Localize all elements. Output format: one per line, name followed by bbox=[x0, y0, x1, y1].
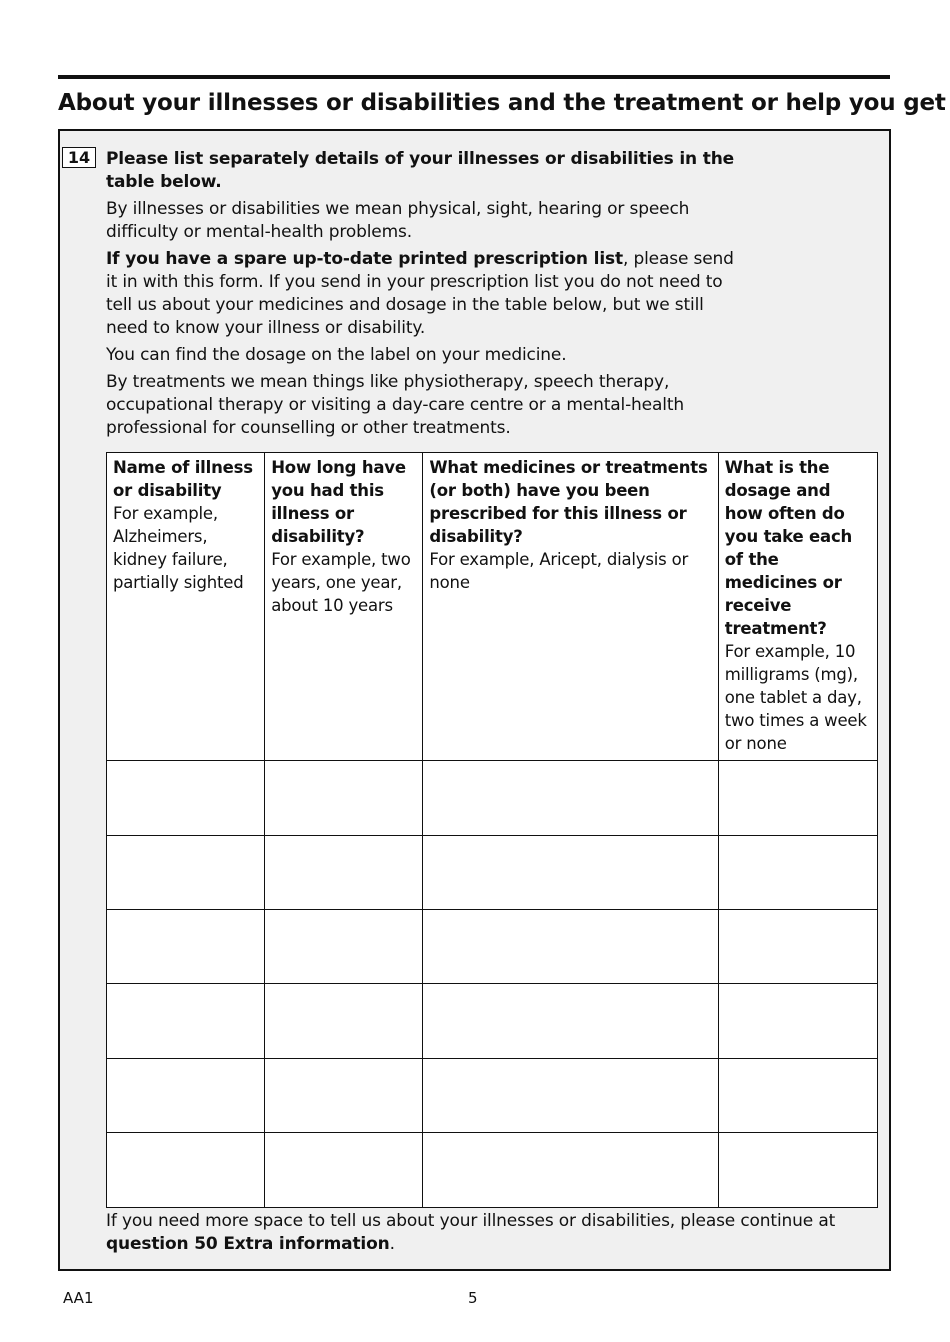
dosage-input[interactable] bbox=[719, 984, 877, 1057]
column-header-duration bbox=[265, 453, 423, 761]
column-example: For example, 10 milligrams (mg), one tablet a day, two times a week or none bbox=[724, 642, 867, 753]
dosage-cell[interactable] bbox=[718, 1133, 877, 1208]
dosage-hint: You can find the dosage on the label on your medicine. bbox=[106, 345, 567, 365]
duration-input[interactable] bbox=[265, 1059, 422, 1132]
illness-input[interactable] bbox=[107, 984, 264, 1057]
more-space-end: . bbox=[389, 1234, 395, 1254]
treatments-definition: By treatments we mean things like physiotherapy, speech therapy, occupational therapy or visiting a day-care centre or a mental-health professional for counselling or other treatments. bbox=[106, 372, 684, 438]
illness-table bbox=[106, 452, 878, 1208]
medicines-cell[interactable] bbox=[423, 910, 718, 984]
duration-cell[interactable] bbox=[265, 1058, 423, 1132]
medicines-cell[interactable] bbox=[423, 1058, 718, 1132]
dosage-cell[interactable] bbox=[718, 984, 877, 1058]
table-row bbox=[107, 1133, 878, 1208]
column-example: For example, two years, one year, about 10 years bbox=[271, 550, 411, 615]
dosage-input[interactable] bbox=[719, 1133, 877, 1207]
dosage-input[interactable] bbox=[719, 836, 877, 909]
medicines-input[interactable] bbox=[423, 984, 717, 1057]
illness-definition: By illnesses or disabilities we mean physical, sight, hearing or speech difficulty or mental-health problems. bbox=[106, 199, 690, 242]
more-space-note bbox=[106, 1210, 876, 1256]
duration-cell[interactable] bbox=[265, 835, 423, 909]
form-code: AA1 bbox=[63, 1289, 94, 1307]
column-header-dosage bbox=[718, 453, 877, 761]
illness-input[interactable] bbox=[107, 1059, 264, 1132]
duration-input[interactable] bbox=[265, 1133, 422, 1207]
duration-cell[interactable] bbox=[265, 1133, 423, 1208]
table-row bbox=[107, 835, 878, 909]
dosage-input[interactable] bbox=[719, 1059, 877, 1132]
table-row bbox=[107, 910, 878, 984]
prescription-note-bold: If you have a spare up-to-date printed prescription list bbox=[106, 249, 623, 269]
dosage-input[interactable] bbox=[719, 910, 877, 983]
medicines-input[interactable] bbox=[423, 910, 717, 983]
column-heading: How long have you had this illness or disability? bbox=[271, 458, 406, 546]
illness-input[interactable] bbox=[107, 1133, 264, 1207]
column-example: For example, Aricept, dialysis or none bbox=[429, 550, 689, 592]
medicines-cell[interactable] bbox=[423, 835, 718, 909]
dosage-cell[interactable] bbox=[718, 910, 877, 984]
more-space-text: If you need more space to tell us about your illnesses or disabilities, please continue at bbox=[106, 1211, 836, 1231]
column-example: For example, Alzheimers, kidney failure, partially sighted bbox=[113, 504, 244, 592]
illness-cell[interactable] bbox=[107, 984, 265, 1058]
section-title: About your illnesses or disabilities and the treatment or help you get bbox=[58, 90, 946, 116]
dosage-cell[interactable] bbox=[718, 1058, 877, 1132]
duration-input[interactable] bbox=[265, 761, 422, 834]
question-heading-line2: table below. bbox=[106, 172, 222, 192]
illness-cell[interactable] bbox=[107, 910, 265, 984]
table-row bbox=[107, 761, 878, 835]
duration-cell[interactable] bbox=[265, 761, 423, 835]
duration-input[interactable] bbox=[265, 836, 422, 909]
illness-input[interactable] bbox=[107, 761, 264, 834]
medicines-input[interactable] bbox=[423, 1059, 717, 1132]
medicines-cell[interactable] bbox=[423, 984, 718, 1058]
medicines-input[interactable] bbox=[423, 1133, 717, 1207]
illness-cell[interactable] bbox=[107, 835, 265, 909]
table-row bbox=[107, 984, 878, 1058]
illness-cell[interactable] bbox=[107, 1058, 265, 1132]
column-heading: What medicines or treatments (or both) have you been prescribed for this illness or disability? bbox=[429, 458, 708, 546]
duration-input[interactable] bbox=[265, 984, 422, 1057]
table-header-row bbox=[107, 453, 878, 761]
dosage-cell[interactable] bbox=[718, 835, 877, 909]
illness-cell[interactable] bbox=[107, 761, 265, 835]
column-heading: What is the dosage and how often do you take each of the medicines or receive treatment? bbox=[724, 458, 853, 638]
question-text bbox=[106, 148, 738, 440]
prescription-note-rest: , please send it in with this form. If you send in your prescription list you do not need to tell us about your medicines and dosage in the table below, but we still need to know your illness or disability. bbox=[106, 249, 734, 338]
question-number: 14 bbox=[62, 147, 96, 168]
duration-cell[interactable] bbox=[265, 910, 423, 984]
medicines-cell[interactable] bbox=[423, 761, 718, 835]
medicines-cell[interactable] bbox=[423, 1133, 718, 1208]
page-number: 5 bbox=[468, 1289, 478, 1307]
duration-cell[interactable] bbox=[265, 984, 423, 1058]
dosage-cell[interactable] bbox=[718, 761, 877, 835]
top-rule bbox=[58, 75, 890, 79]
medicines-input[interactable] bbox=[423, 836, 717, 909]
illness-input[interactable] bbox=[107, 836, 264, 909]
medicines-input[interactable] bbox=[423, 761, 717, 834]
column-header-illness bbox=[107, 453, 265, 761]
column-heading: Name of illness or disability bbox=[113, 458, 253, 500]
illness-cell[interactable] bbox=[107, 1133, 265, 1208]
table-row bbox=[107, 1058, 878, 1132]
dosage-input[interactable] bbox=[719, 761, 877, 834]
illness-input[interactable] bbox=[107, 910, 264, 983]
column-header-medicines bbox=[423, 453, 718, 761]
question-heading-line1: Please list separately details of your illnesses or disabilities in the bbox=[106, 149, 735, 169]
prescription-note bbox=[106, 248, 738, 340]
question-heading bbox=[106, 148, 738, 194]
extra-information-reference: question 50 Extra information bbox=[106, 1234, 390, 1254]
duration-input[interactable] bbox=[265, 910, 422, 983]
